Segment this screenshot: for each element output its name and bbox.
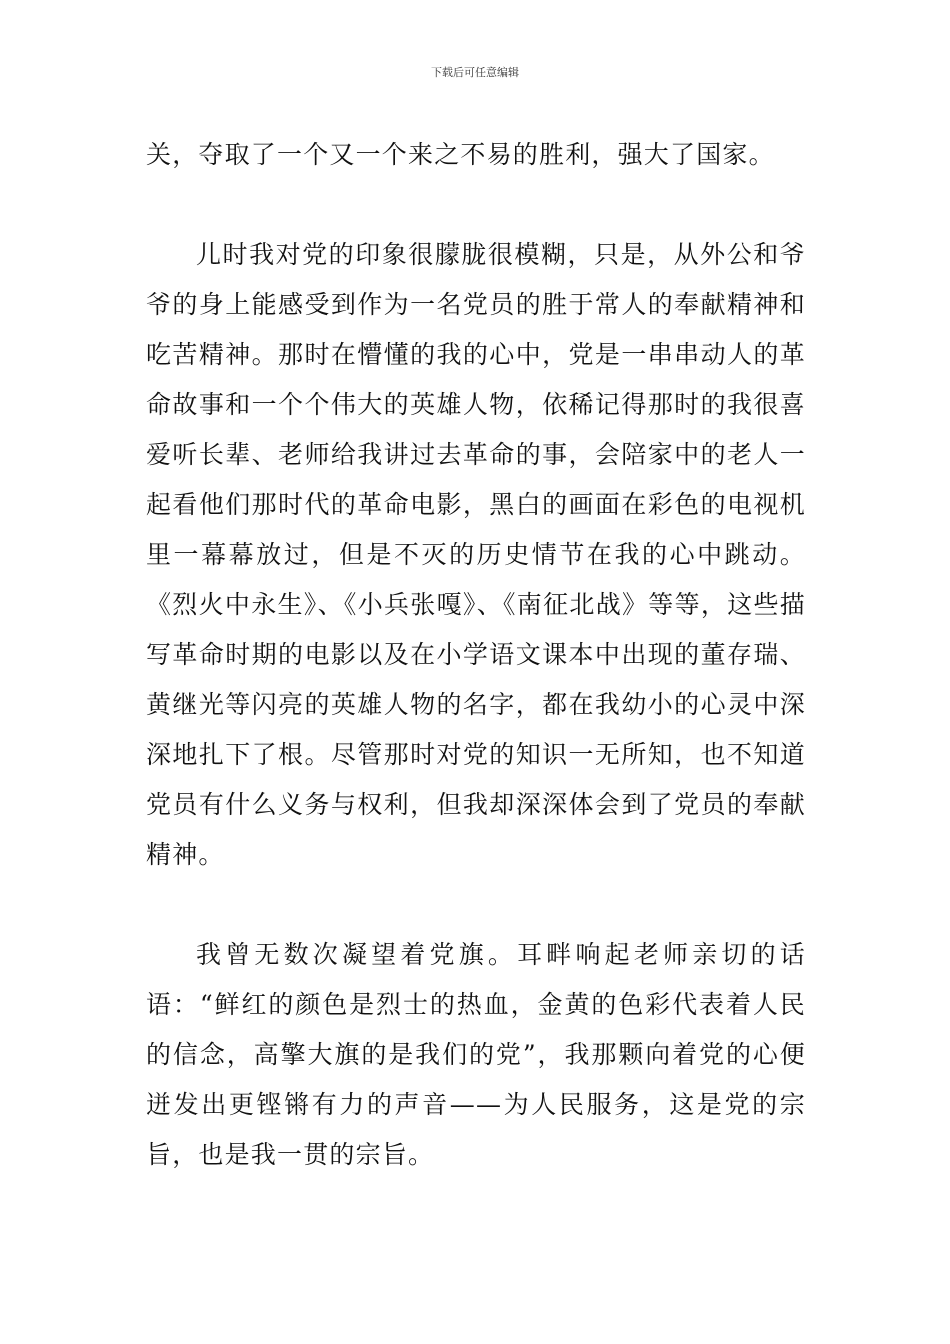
paragraph-childhood: 儿时我对党的印象很朦胧很模糊，只是，从外公和爷爷的身上能感受到作为一名党员的胜于常人的奉献精神和吃苦精神。那时在懵懂的我的心中，党是一串串动人的革命故事和一个个伟大的英雄人物，依稀记得那时的我很喜爱听长辈、老师给我讲过去革命的事，会陪家中的老人一起看他们那时代的革命电影，黑白的画面在彩色的电视机里一幕幕放过，但是不灭的历史情节在我的心中跳动。《烈火中永生》、《小兵张嘎》、《南征北战》等等，这些描写革命时期的电影以及在小学语文课本中出现的董存瑞、黄继光等闪亮的英雄人物的名字，都在我幼小的心灵中深深地扎下了根。尽管那时对党的知识一无所知，也不知道党员有什么义务与权利，但我却深深体会到了党员的奉献精神。 [146,240,806,869]
header-note: 下载后可任意编辑 [431,66,519,79]
paragraph-party-flag: 我曾无数次凝望着党旗。耳畔响起老师亲切的话语：“鲜红的颜色是烈士的热血，金黄的色彩代表着人民的信念，高擎大旗的是我们的党”，我那颗向着党的心便迸发出更铿锵有力的声音——为人民服务，这是党的宗旨，也是我一贯的宗旨。 [146,940,806,1169]
document-body [146,130,806,1180]
paragraph-gap [146,880,806,930]
paragraph-gap [146,180,806,230]
paragraph-continuation: 关，夺取了一个又一个来之不易的胜利，强大了国家。 [146,140,775,169]
